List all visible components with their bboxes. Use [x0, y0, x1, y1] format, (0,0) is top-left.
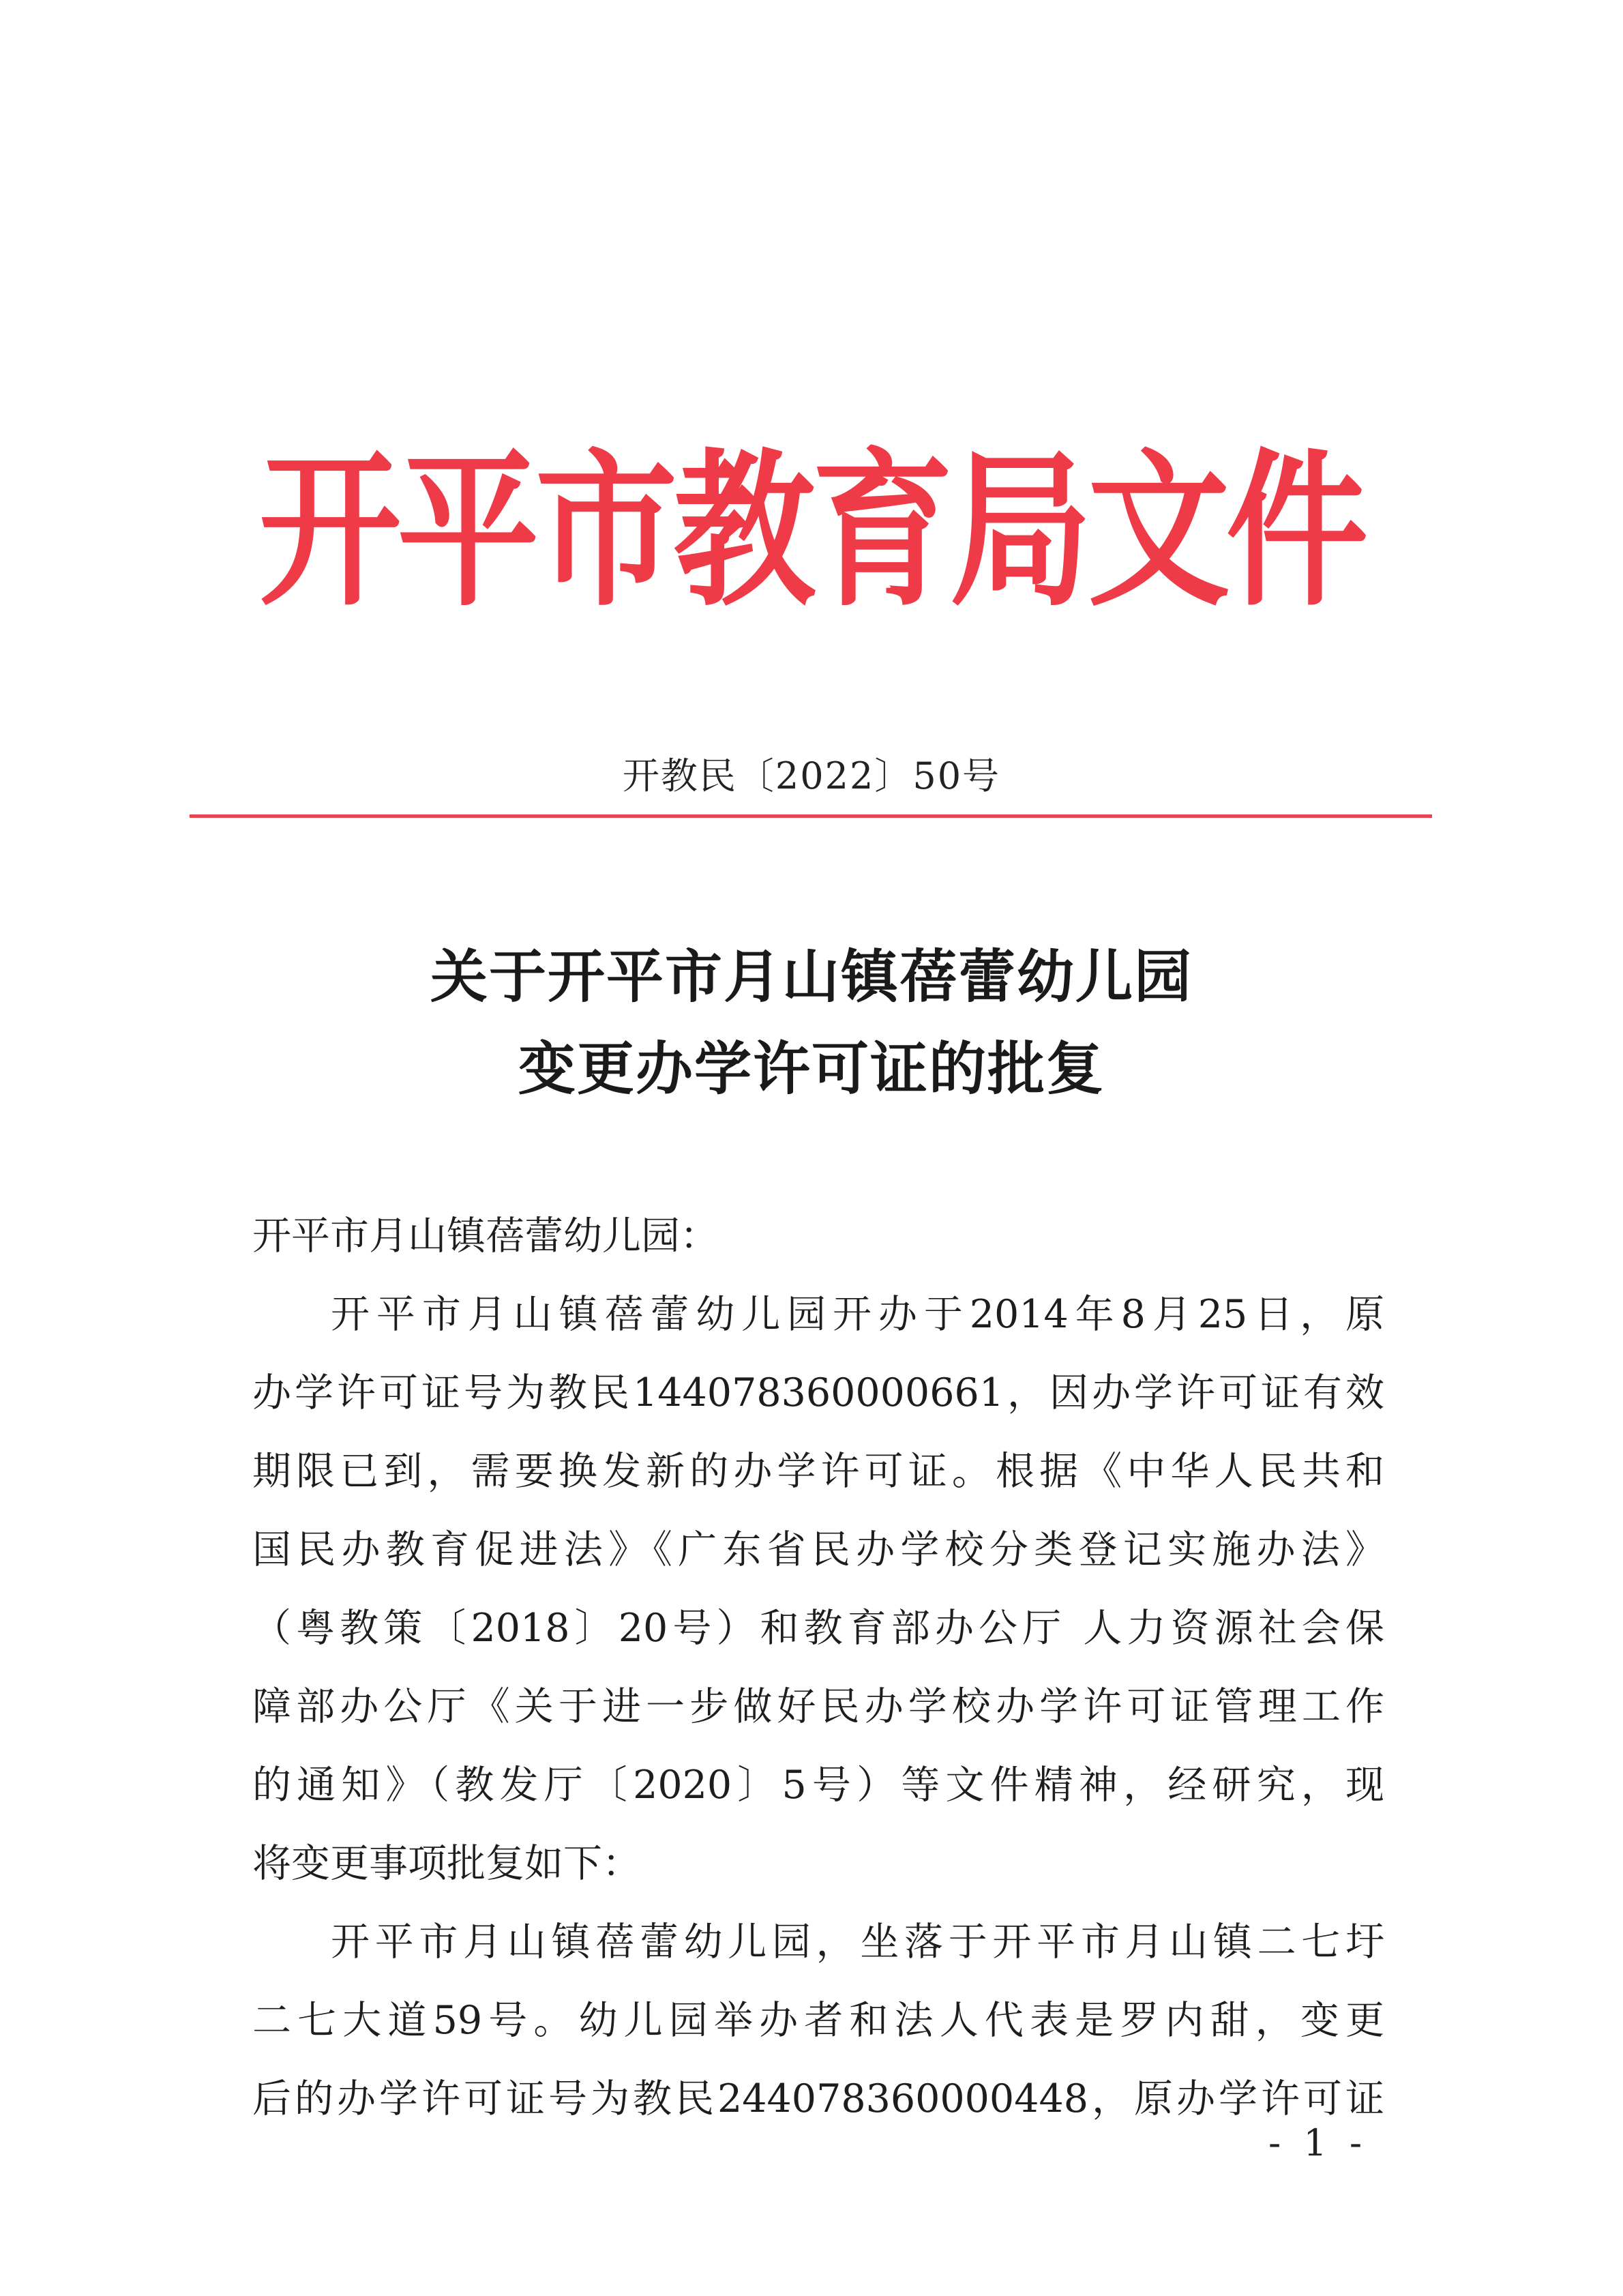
salutation: 开平市月山镇蓓蕾幼儿园：: [252, 1213, 719, 1259]
body-line: 将变更事项批复如下：: [252, 1841, 641, 1886]
header-char: 教: [673, 435, 816, 630]
body-line: 的通知》（教发厅〔2020〕5号）等文件精神，经研究，现: [252, 1763, 1384, 1808]
subject-title-line-1: 关于开平市月山镇蓓蕾幼儿园: [430, 943, 1193, 1010]
header-char: 开: [259, 435, 401, 630]
header-char: 育: [812, 435, 954, 630]
body-line: 后的办学许可证号为教民244078360000448，原办学许可证: [252, 2076, 1384, 2121]
body-line: 国民办教育促进法》《广东省民办学校分类登记实施办法》: [252, 1527, 1384, 1572]
subject-title-line-2: 变更办学许可证的批复: [518, 1035, 1105, 1102]
body-line: （粤教策〔2018〕20号）和教育部办公厅 人力资源社会保: [252, 1606, 1384, 1651]
body-line: 期限已到，需要换发新的办学许可证。根据《中华人民共和: [252, 1449, 1384, 1494]
header-char: 市: [535, 435, 678, 630]
page-number: - 1 -: [1268, 2121, 1368, 2164]
body-line: 开平市月山镇蓓蕾幼儿园开办于2014年8月25日，原: [331, 1292, 1384, 1337]
body-line: 办学许可证号为教民144078360000661，因办学许可证有效: [252, 1370, 1384, 1415]
header-char: 文: [1088, 435, 1230, 630]
body-line: 二七大道59号。幼儿园举办者和法人代表是罗内甜，变更: [252, 1998, 1384, 2043]
header-char: 平: [397, 435, 539, 630]
agency-red-header: [259, 403, 1368, 661]
body-line: 开平市月山镇蓓蕾幼儿园，坐落于开平市月山镇二七圩: [331, 1919, 1384, 1964]
document-number: 开教民〔2022〕50号: [622, 754, 1001, 797]
header-char: 件: [1225, 435, 1368, 630]
body-line: 障部办公厅《关于进一步做好民办学校办学许可证管理工作: [252, 1684, 1384, 1729]
header-char: 局: [949, 435, 1092, 630]
red-divider-line: [190, 814, 1432, 818]
